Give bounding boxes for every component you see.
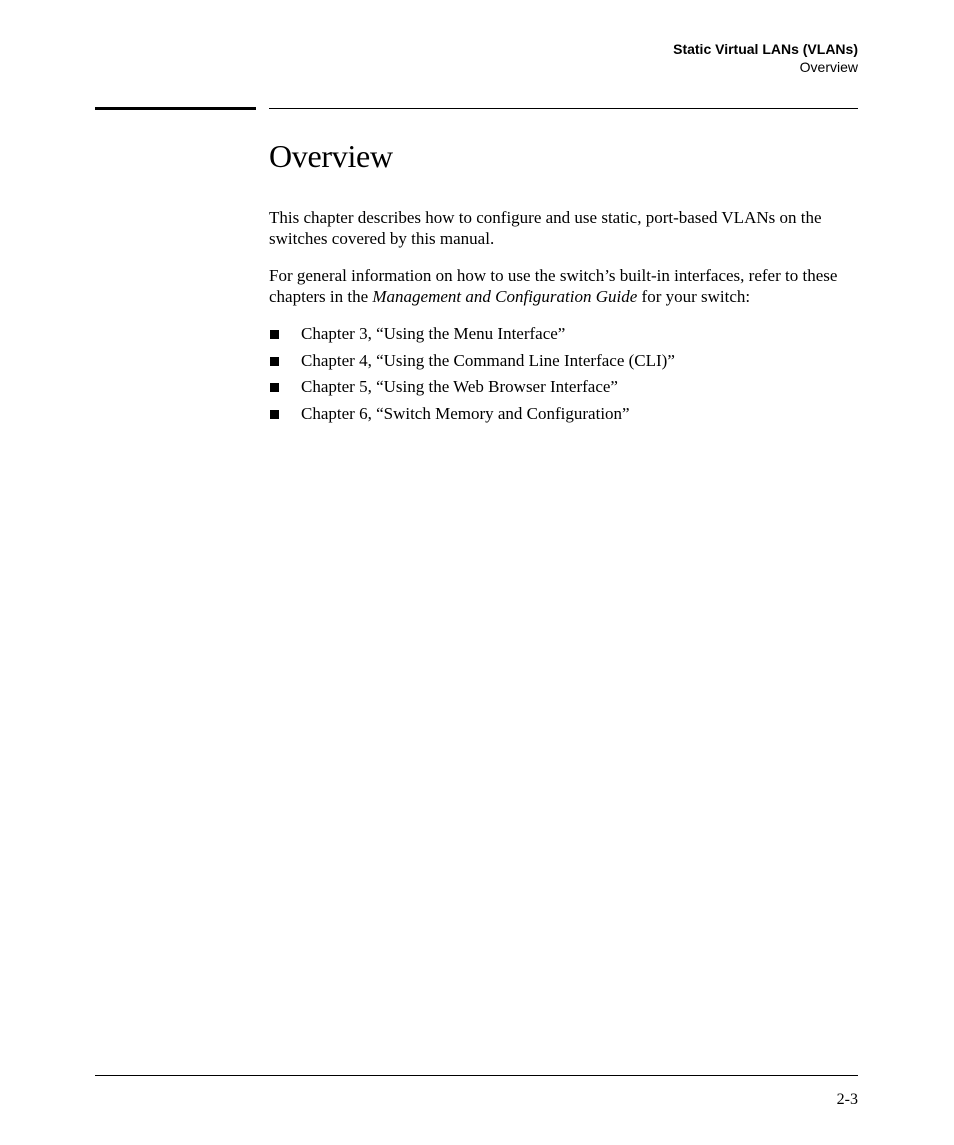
list-item-text: Chapter 4, “Using the Command Line Interface (CLI)” — [301, 350, 675, 370]
running-header — [673, 40, 858, 76]
square-bullet-icon — [270, 383, 279, 392]
reference-paragraph — [269, 265, 859, 307]
square-bullet-icon — [270, 330, 279, 339]
heading-rule-thick — [95, 107, 256, 110]
square-bullet-icon — [270, 410, 279, 419]
reference-text-after: for your switch: — [637, 287, 751, 306]
chapter-list — [269, 323, 859, 424]
reference-text-before: For general information on how to use the switch’s built-in interfaces, refer to these chapters in the — [269, 266, 838, 306]
page-title: Overview — [269, 138, 393, 174]
list-item-text: Chapter 5, “Using the Web Browser Interface” — [301, 377, 618, 396]
intro-paragraph: This chapter describes how to configure and use static, port-based VLANs on the switches covered by this manual. — [269, 208, 822, 248]
list-item — [269, 323, 859, 344]
running-header-chapter-title: Static Virtual LANs (VLANs) — [673, 41, 858, 57]
heading-rule-thin — [269, 108, 858, 109]
footer-rule — [95, 1075, 858, 1076]
running-header-section-title: Overview — [799, 59, 858, 75]
guide-title: Management and Configuration Guide — [372, 287, 638, 306]
square-bullet-icon — [270, 357, 279, 366]
list-item-text: Chapter 3, “Using the Menu Interface” — [301, 324, 566, 343]
list-item — [269, 350, 859, 371]
page-number: 2-3 — [836, 1091, 858, 1108]
list-item-text: Chapter 6, “Switch Memory and Configuration” — [301, 403, 630, 423]
list-item — [269, 376, 859, 397]
list-item — [269, 403, 859, 424]
body-content — [269, 207, 859, 429]
